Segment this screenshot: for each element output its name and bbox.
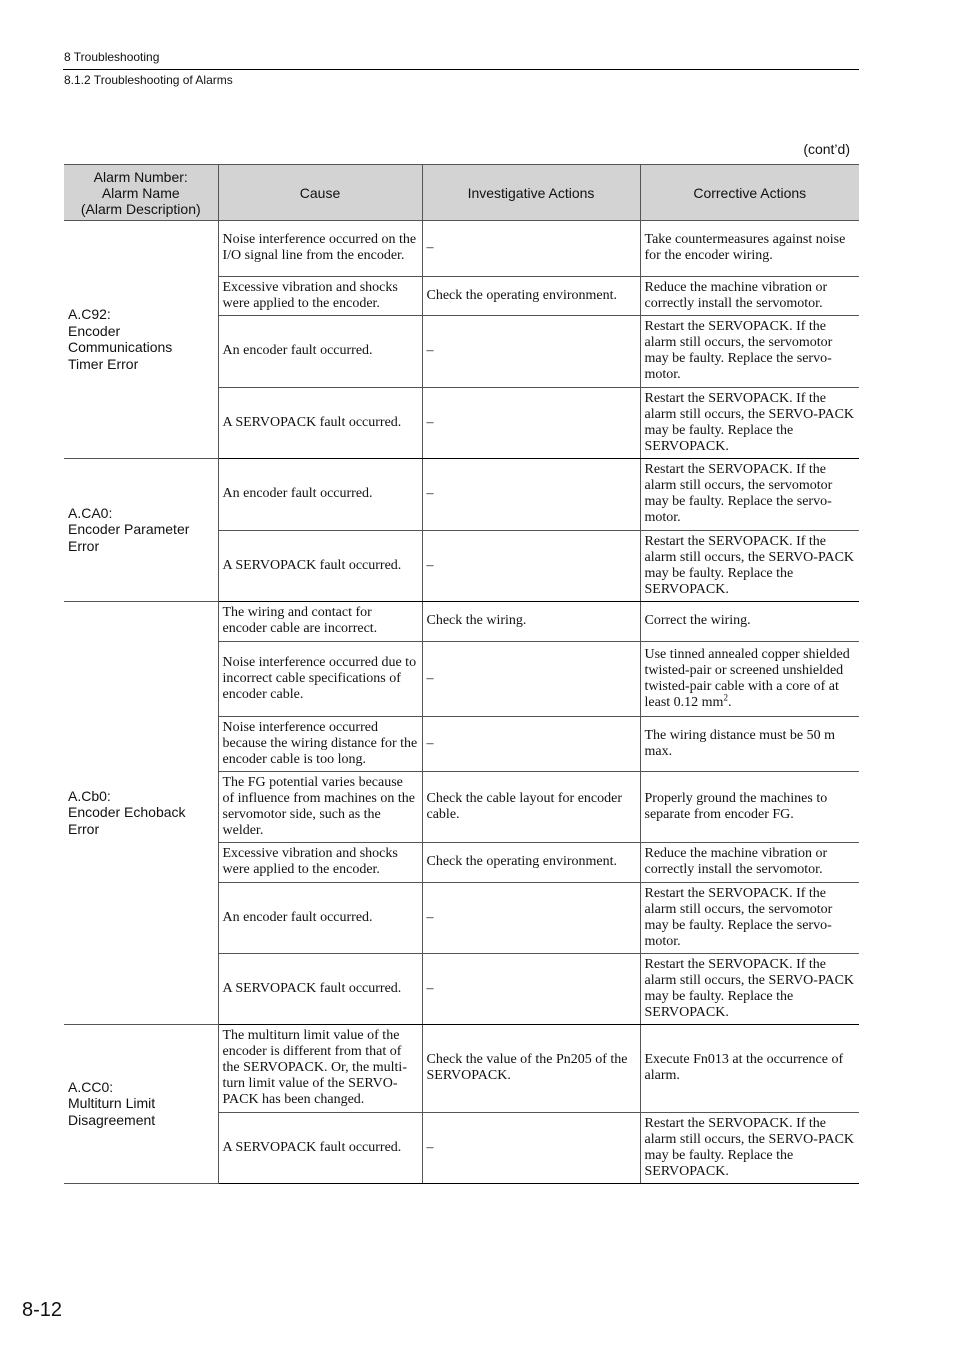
cause-cell: The multiturn limit value of the encoder is different from that of the SERVOPACK. Or, the multi-turn limit value of the SERVO-PACK has been changed. — [218, 1025, 422, 1113]
alarm-line: A.CA0: — [68, 504, 113, 521]
investigative-cell: Check the operating environment. — [422, 843, 640, 883]
investigative-cell: – — [422, 388, 640, 459]
corrective-cell: Reduce the machine vibration or correctly install the servomotor. — [640, 277, 859, 316]
cause-cell: Noise interference occurred on the I/O signal line from the encoder. — [218, 221, 422, 277]
alarm-line: A.C92: — [68, 306, 111, 322]
corrective-cell: Reduce the machine vibration or correctly install the servomotor. — [640, 843, 859, 883]
corrective-cell: Take countermeasures against noise for the encoder wiring. — [640, 221, 859, 277]
investigative-cell: – — [422, 1113, 640, 1184]
section-header: 8.1.2 Troubleshooting of Alarms — [64, 73, 233, 87]
investigative-cell: – — [422, 642, 640, 717]
corrective-cell: The wiring distance must be 50 m max. — [640, 717, 859, 772]
column-header-alarm — [64, 165, 218, 221]
table-row — [64, 459, 859, 531]
investigative-cell: Check the value of the Pn205 of the SERVOPACK. — [422, 1025, 640, 1113]
alarm-line: Multiturn Limit — [68, 1095, 156, 1112]
page-number: 8-12 — [22, 1299, 63, 1321]
investigative-cell: Check the wiring. — [422, 602, 640, 642]
header-line: (Alarm Description) — [80, 200, 201, 217]
cause-cell: A SERVOPACK fault occurred. — [218, 1113, 422, 1184]
alarm-line: Timer Error — [68, 355, 139, 372]
alarm-line: Error — [68, 820, 100, 837]
alarm-cell — [64, 602, 218, 1025]
investigative-cell: – — [422, 883, 640, 954]
cause-cell: The FG potential varies because of influence from machines on the servomotor side, such as the welder. — [218, 772, 422, 843]
corrective-cell: Correct the wiring. — [640, 602, 859, 642]
investigative-cell: – — [422, 459, 640, 531]
header-line: Alarm Name — [101, 184, 180, 201]
investigative-cell: – — [422, 316, 640, 388]
corrective-cell: Restart the SERVOPACK. If the alarm still occurs, the servomotor may be faulty. Replace the servo-motor. — [640, 316, 859, 388]
corrective-cell: Restart the SERVOPACK. If the alarm still occurs, the SERVO-PACK may be faulty. Replace the SERVOPACK. — [640, 1113, 859, 1184]
corrective-cell: Restart the SERVOPACK. If the alarm still occurs, the SERVO-PACK may be faulty. Replace the SERVOPACK. — [640, 531, 859, 602]
alarm-line: A.CC0: — [68, 1078, 114, 1095]
table-row — [64, 1025, 859, 1113]
alarm-line: Encoder Echoback — [68, 804, 186, 821]
investigative-cell: – — [422, 717, 640, 772]
alarm-line: Communications — [68, 339, 173, 355]
corrective-cell: Execute Fn013 at the occurrence of alarm. — [640, 1025, 859, 1113]
alarm-cell — [64, 221, 218, 459]
corrective-cell: Restart the SERVOPACK. If the alarm still occurs, the SERVO-PACK may be faulty. Replace the SERVOPACK. — [640, 388, 859, 459]
column-header-investigative: Investigative Actions — [422, 165, 640, 221]
cause-cell: The wiring and contact for encoder cable are incorrect. — [218, 602, 422, 642]
column-header-corrective: Corrective Actions — [640, 165, 859, 221]
alarm-cell — [64, 459, 218, 602]
investigative-cell: – — [422, 531, 640, 602]
superscript: 2 — [723, 691, 728, 702]
investigative-cell: – — [422, 221, 640, 277]
cause-cell: A SERVOPACK fault occurred. — [218, 954, 422, 1025]
alarm-troubleshooting-table — [64, 164, 859, 1184]
continued-label: (cont’d) — [803, 141, 850, 157]
alarm-line: Encoder — [68, 322, 121, 339]
investigative-cell: – — [422, 954, 640, 1025]
column-header-cause: Cause — [218, 165, 422, 221]
header-rule — [63, 69, 859, 70]
corrective-cell — [640, 642, 859, 717]
cause-cell: A SERVOPACK fault occurred. — [218, 388, 422, 459]
chapter-header: 8 Troubleshooting — [64, 50, 160, 64]
cause-cell: Noise interference occurred because the wiring distance for the encoder cable is too long. — [218, 717, 422, 772]
alarm-cell — [64, 1025, 218, 1184]
cause-cell: Noise interference occurred due to incorrect cable specifications of encoder cable. — [218, 642, 422, 717]
alarm-line: Encoder Parameter — [68, 521, 190, 538]
cause-cell: A SERVOPACK fault occurred. — [218, 531, 422, 602]
corrective-cell: Restart the SERVOPACK. If the alarm still occurs, the servomotor may be faulty. Replace the servo-motor. — [640, 883, 859, 954]
alarm-line: Disagreement — [68, 1111, 156, 1128]
table-row — [64, 221, 859, 277]
corrective-cell: Restart the SERVOPACK. If the alarm still occurs, the SERVO-PACK may be faulty. Replace the SERVOPACK. — [640, 954, 859, 1025]
alarm-line: A.Cb0: — [68, 787, 111, 804]
corrective-text: Use tinned annealed copper shielded twisted-pair or screened unshielded twisted-pair cable with a core of at least 0.12 mm — [644, 646, 850, 710]
cause-cell: An encoder fault occurred. — [218, 883, 422, 954]
header-line: Alarm Number: — [93, 168, 188, 185]
alarm-line: Error — [68, 537, 100, 554]
corrective-tail: . — [727, 694, 732, 710]
table-header-row — [64, 165, 859, 221]
table-row — [64, 602, 859, 642]
cause-cell: An encoder fault occurred. — [218, 316, 422, 388]
corrective-cell: Properly ground the machines to separate from encoder FG. — [640, 772, 859, 843]
corrective-cell: Restart the SERVOPACK. If the alarm still occurs, the servomotor may be faulty. Replace the servo-motor. — [640, 459, 859, 531]
investigative-cell: Check the cable layout for encoder cable. — [422, 772, 640, 843]
investigative-cell: Check the operating environment. — [422, 277, 640, 316]
cause-cell: Excessive vibration and shocks were applied to the encoder. — [218, 843, 422, 883]
cause-cell: An encoder fault occurred. — [218, 459, 422, 531]
cause-cell: Excessive vibration and shocks were applied to the encoder. — [218, 277, 422, 316]
